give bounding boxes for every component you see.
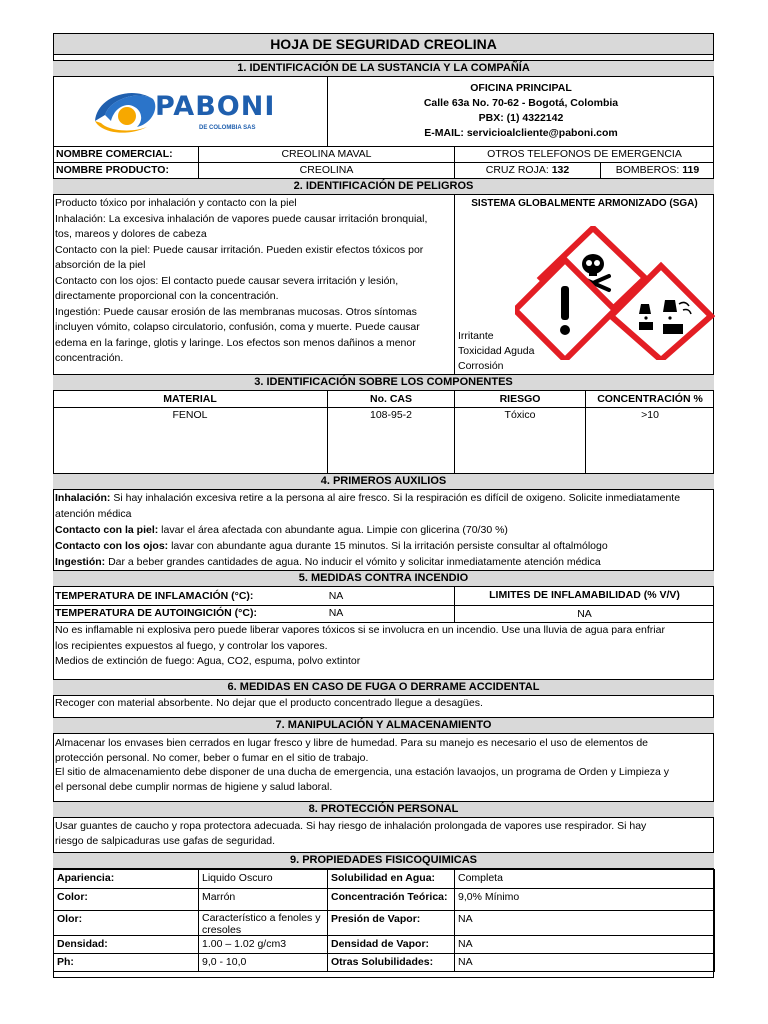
sga-label-acute-toxicity: Toxicidad Aguda	[458, 345, 535, 357]
text-line: los recipientes expuestos al fuego, y controlar los vapores.	[55, 639, 328, 652]
property-label: Apariencia:	[53, 869, 199, 889]
text-line: directamente proporcional con la concentración.	[55, 290, 279, 302]
sga-title: SISTEMA GLOBALMENTE ARMONIZADO (SGA)	[471, 198, 698, 209]
physicochemical-table	[53, 869, 714, 978]
property-label: Solubilidad en Agua:	[327, 869, 455, 889]
property-value: Completa	[454, 869, 715, 889]
cell-concentration: >10	[641, 409, 659, 421]
text-line: concentración.	[55, 352, 124, 364]
property-label: Densidad:	[53, 935, 199, 954]
firefighters-label: BOMBEROS:	[615, 164, 680, 176]
text-line: protección personal. No comer, beber o fumar en el sitio de trabajo.	[55, 751, 369, 764]
text-line: el personal debe cumplir normas de higiene y salud laboral.	[55, 780, 333, 793]
text-line: incluyen vómito, colapso circulatorio, confusión, coma y muerte. Puede causar	[55, 321, 420, 333]
first-aid-item	[55, 523, 508, 539]
first-aid-label: Contacto con la piel:	[55, 524, 159, 536]
col-concentration: CONCENTRACIÓN %	[597, 393, 703, 405]
first-aid-text: Si hay inhalación excesiva retire a la persona al aire fresco. Si la respiración es difícil de oxigeno. Solicite inmediatamente	[110, 492, 681, 504]
property-value: Característico a fenoles y cresoles	[198, 910, 328, 936]
text-line: Inhalación: La excesiva inhalación de vapores puede causar irritación bronquial,	[55, 212, 428, 225]
section-4-header: 4. PRIMEROS AUXILIOS	[53, 473, 714, 490]
cell-risk: Tóxico	[504, 409, 536, 421]
first-aid-text: atención médica	[55, 508, 132, 520]
property-value: 1.00 – 1.02 g/cm3	[198, 935, 328, 954]
first-aid-item	[55, 555, 601, 571]
flash-point-label: TEMPERATURA DE INFLAMACIÓN (°C):	[55, 590, 254, 602]
section-5-header: 5. MEDIDAS CONTRA INCENDIO	[53, 570, 714, 587]
section-7-header: 7. MANIPULACIÓN Y ALMACENAMIENTO	[53, 717, 714, 734]
text-line: Usar guantes de caucho y ropa protectora adecuada. Si hay riesgo de inhalación prolongada de vapores use respirador. Si hay	[55, 820, 647, 832]
section-9-header: 9. PROPIEDADES FISICOQUIMICAS	[53, 852, 714, 869]
autoignition-label: TEMPERATURA DE AUTOINGICIÓN (°C):	[55, 607, 257, 619]
text-line: Producto tóxico por inhalación y contacto con la piel	[55, 197, 297, 209]
office-email: E-MAIL: servicioalcliente@paboni.com	[424, 127, 618, 139]
first-aid-text: lavar con abundante agua durante 15 minutos. Si la irritación persiste consultar al oftalmólogo	[168, 540, 608, 552]
section-1-header: 1. IDENTIFICACIÓN DE LA SUSTANCIA Y LA COMPAÑÍA	[53, 60, 714, 77]
section-8-header: 8. PROTECCIÓN PERSONAL	[53, 801, 714, 818]
flash-point-value: NA	[328, 590, 344, 602]
section-3-header: 3. IDENTIFICACIÓN SOBRE LOS COMPONENTES	[53, 374, 714, 391]
text-line: Almacenar los envases bien cerrados en lugar fresco y libre de humedad. Para su manejo es necesario el uso de elementos de	[55, 737, 649, 749]
office-address: Calle 63a No. 70-62 - Bogotá, Colombia	[423, 97, 619, 109]
office-title: OFICINA PRINCIPAL	[470, 82, 572, 94]
red-cross-phone	[455, 163, 600, 179]
firefighters-value: 119	[682, 164, 700, 176]
office-phone: PBX: (1) 4322142	[478, 112, 564, 124]
logo-subtext: DE COLOMBIA SAS	[199, 125, 256, 131]
property-label: Otras Solubilidades:	[327, 953, 455, 972]
property-label: Ph:	[53, 953, 199, 972]
first-aid-item	[55, 491, 680, 507]
text-line: tos, mareos y dolores de cabeza	[55, 228, 207, 240]
property-value: NA	[454, 953, 715, 972]
text-line: No es inflamable ni explosiva pero puede liberar vapores tóxicos si se involucra en un incendio. Use una lluvia de agua para enfriar	[55, 624, 665, 636]
cell-cas: 108-95-2	[369, 409, 413, 421]
red-cross-value: 132	[551, 164, 570, 176]
first-aid-text: lavar el área afectada con abundante agua. Limpie con glicerina (70/30 %)	[158, 524, 508, 536]
col-material: MATERIAL	[163, 393, 217, 405]
section-2-header: 2. IDENTIFICACIÓN DE PELIGROS	[53, 178, 714, 195]
property-label: Color:	[53, 888, 199, 911]
autoignition-value: NA	[328, 607, 344, 619]
property-label: Olor:	[53, 910, 199, 936]
cell-material: FENOL	[172, 409, 208, 421]
sga-label-corrosion: Corrosión	[458, 360, 504, 372]
property-value: Liquido Oscuro	[198, 869, 328, 889]
property-value: Marrón	[198, 888, 328, 911]
emergency-phones-label: OTROS TELEFONOS DE EMERGENCIA	[487, 148, 682, 160]
property-label: Densidad de Vapor:	[327, 935, 455, 954]
first-aid-item	[55, 539, 608, 555]
property-value: NA	[454, 910, 715, 936]
property-value: NA	[454, 935, 715, 954]
text-line: El sitio de almacenamiento debe disponer de una ducha de emergencia, una estación lavaojos, un programa de Orden y Limpieza y	[55, 766, 670, 778]
text-line: riesgo de salpicaduras use gafas de seguridad.	[55, 835, 276, 847]
ghs-pictograms	[515, 226, 715, 360]
text-line: edema en la faringe, glotis y laringe. Los efectos son menos dañinos a menor	[55, 336, 416, 349]
text-line: Contacto con la piel: Puede causar irritación. Pueden existir efectos tóxicos por	[55, 243, 424, 256]
col-risk: RIESGO	[499, 393, 541, 405]
safety-data-sheet	[53, 33, 714, 978]
col-cas: No. CAS	[370, 393, 412, 405]
firefighters-phone	[601, 163, 714, 179]
first-aid-label: Inhalación:	[55, 492, 111, 504]
commercial-name-label: NOMBRE COMERCIAL:	[56, 148, 173, 160]
text-line: absorción de la piel	[55, 259, 146, 271]
red-cross-label: CRUZ ROJA:	[485, 164, 549, 176]
logo-text: PABONI	[155, 91, 276, 122]
text-line: Ingestión: Puede causar erosión de las membranas mucosas. Otros síntomas	[55, 305, 417, 318]
product-name-label: NOMBRE PRODUCTO:	[56, 164, 169, 176]
commercial-name-value: CREOLINA MAVAL	[281, 148, 372, 160]
spill-measures-text: Recoger con material absorbente. No dejar que el producto concentrado llegue a desagües.	[55, 697, 483, 709]
first-aid-label: Contacto con los ojos:	[55, 540, 169, 552]
first-aid-text: Dar a beber grandes cantidades de agua. No inducir el vómito y solicitar inmediatamente atención médica	[105, 556, 601, 568]
first-aid-label: Ingestión:	[55, 556, 106, 568]
text-line: Medios de extinción de fuego: Agua, CO2, espuma, polvo extintor	[55, 655, 361, 667]
property-value: 9,0 - 10,0	[198, 953, 328, 972]
flammability-limits-value: NA	[577, 608, 592, 620]
text-line: Contacto con los ojos: El contacto puede causar severa irritación y lesión,	[55, 274, 399, 287]
property-label: Presión de Vapor:	[327, 910, 455, 936]
company-logo	[91, 83, 301, 139]
document-title: HOJA DE SEGURIDAD CREOLINA	[53, 33, 714, 55]
divider	[454, 195, 455, 375]
product-name-value: CREOLINA	[299, 164, 354, 176]
property-value: 9,0% Mínimo	[454, 888, 715, 911]
property-label: Concentración Teórica:	[327, 888, 455, 911]
section-6-header: 6. MEDIDAS EN CASO DE FUGA O DERRAME ACCIDENTAL	[53, 679, 714, 696]
sga-label-irritant: Irritante	[458, 330, 494, 342]
flammability-limits-label: LIMITES DE INFLAMABILIDAD (% V/V)	[489, 589, 680, 601]
